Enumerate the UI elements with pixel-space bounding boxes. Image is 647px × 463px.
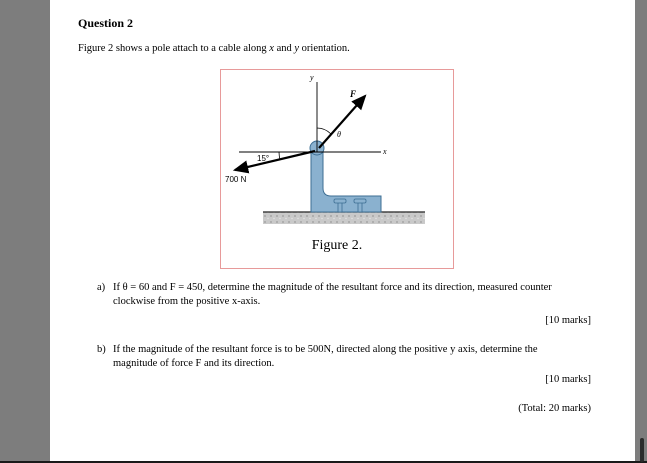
x-axis-label: x (383, 147, 387, 156)
total-marks: (Total: 20 marks) (518, 403, 591, 414)
part-b-marks: [10 marks] (545, 374, 591, 385)
viewer-frame-right (635, 0, 647, 463)
part-a-label: a) (97, 282, 106, 293)
question-intro (78, 43, 350, 54)
part-a-text-line1: If θ = 60 and F = 450, determine the magnitude of the resultant force and its direction, measured counter (113, 282, 552, 293)
intro-x-variable: x (269, 43, 274, 54)
y-axis-label: y (310, 73, 314, 82)
cable-angle-label: 15° (257, 154, 270, 163)
figure-caption: Figure 2. (311, 238, 363, 253)
load-700n-label: 700 N (225, 175, 247, 184)
force-f-label: F (350, 89, 357, 99)
part-b-label: b) (97, 344, 106, 355)
intro-y-variable: y (294, 43, 300, 54)
theta-arc (317, 128, 331, 134)
part-a-marks: [10 marks] (545, 315, 591, 326)
force-f-arrow (319, 96, 365, 148)
intro-text-start: Figure 2 shows a pole attach to a cable along (78, 43, 270, 54)
intro-text-end: orientation. (299, 43, 350, 54)
cable-force-arrow (235, 151, 315, 170)
part-b (97, 343, 593, 371)
ground-hatching (263, 212, 425, 224)
part-a (97, 281, 593, 309)
part-b-text-line2: magnitude of force F and its direction. (113, 358, 275, 369)
figure-2 (220, 69, 454, 269)
viewer-frame-left (0, 0, 50, 463)
question-title: Question 2 (78, 16, 134, 30)
part-b-text-line1: If the magnitude of the resultant force is to be 500N, directed along the positive y axis, determine the (113, 344, 538, 355)
part-a-text-line2: clockwise from the positive x-axis. (113, 296, 261, 307)
intro-text-mid: and (273, 43, 295, 54)
theta-label: θ (337, 130, 341, 139)
scrollbar-thumb[interactable] (640, 438, 644, 462)
